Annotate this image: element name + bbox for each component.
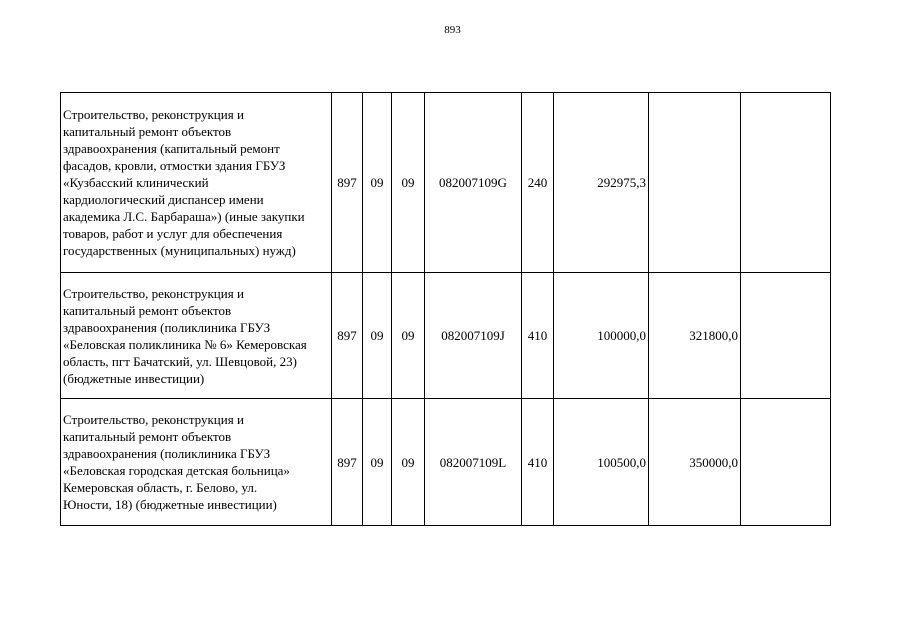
expense-type-code: 240 <box>522 93 554 273</box>
sum-year-3 <box>741 93 831 273</box>
subsection-code: 09 <box>392 273 425 399</box>
section-code: 09 <box>363 93 392 273</box>
ministry-code: 897 <box>332 273 363 399</box>
section-code: 09 <box>363 273 392 399</box>
subsection-code: 09 <box>392 399 425 526</box>
target-article-code: 082007109J <box>425 273 522 399</box>
table-row <box>61 93 831 273</box>
sum-year-2: 350000,0 <box>649 399 741 526</box>
row-name: Строительство, реконструкция и капитальный ремонт объектов здравоохранения (поликлиника ГБУЗ «Беловская поликлиника № 6» Кемеровская область, пгт Бачатский, ул. Шевцовой, 23) (бюджетные инвестиции) <box>61 273 332 399</box>
row-name: Строительство, реконструкция и капитальный ремонт объектов здравоохранения (поликлиника ГБУЗ «Беловская городская детская больница» Кемеровская область, г. Белово, ул. Юности, 18) (бюджетные инвестиции) <box>61 399 332 526</box>
budget-table <box>60 92 831 526</box>
ministry-code: 897 <box>332 399 363 526</box>
expense-type-code: 410 <box>522 399 554 526</box>
sum-year-2 <box>649 93 741 273</box>
table-row <box>61 273 831 399</box>
subsection-code: 09 <box>392 93 425 273</box>
ministry-code: 897 <box>332 93 363 273</box>
page-number: 893 <box>444 24 461 36</box>
section-code: 09 <box>363 399 392 526</box>
expense-type-code: 410 <box>522 273 554 399</box>
target-article-code: 082007109G <box>425 93 522 273</box>
table-row <box>61 399 831 526</box>
sum-year-1: 292975,3 <box>554 93 649 273</box>
sum-year-1: 100000,0 <box>554 273 649 399</box>
row-name: Строительство, реконструкция и капитальный ремонт объектов здравоохранения (капитальный ремонт фасадов, кровли, отмостки здания ГБУЗ «Кузбасский клинический кардиологический диспансер имени академика Л.С. Барбараша») (иные закупки товаров, работ и услуг для обеспечения государственных (муниципальных) нужд) <box>61 93 332 273</box>
sum-year-2: 321800,0 <box>649 273 741 399</box>
target-article-code: 082007109L <box>425 399 522 526</box>
sum-year-3 <box>741 399 831 526</box>
sum-year-3 <box>741 273 831 399</box>
sum-year-1: 100500,0 <box>554 399 649 526</box>
